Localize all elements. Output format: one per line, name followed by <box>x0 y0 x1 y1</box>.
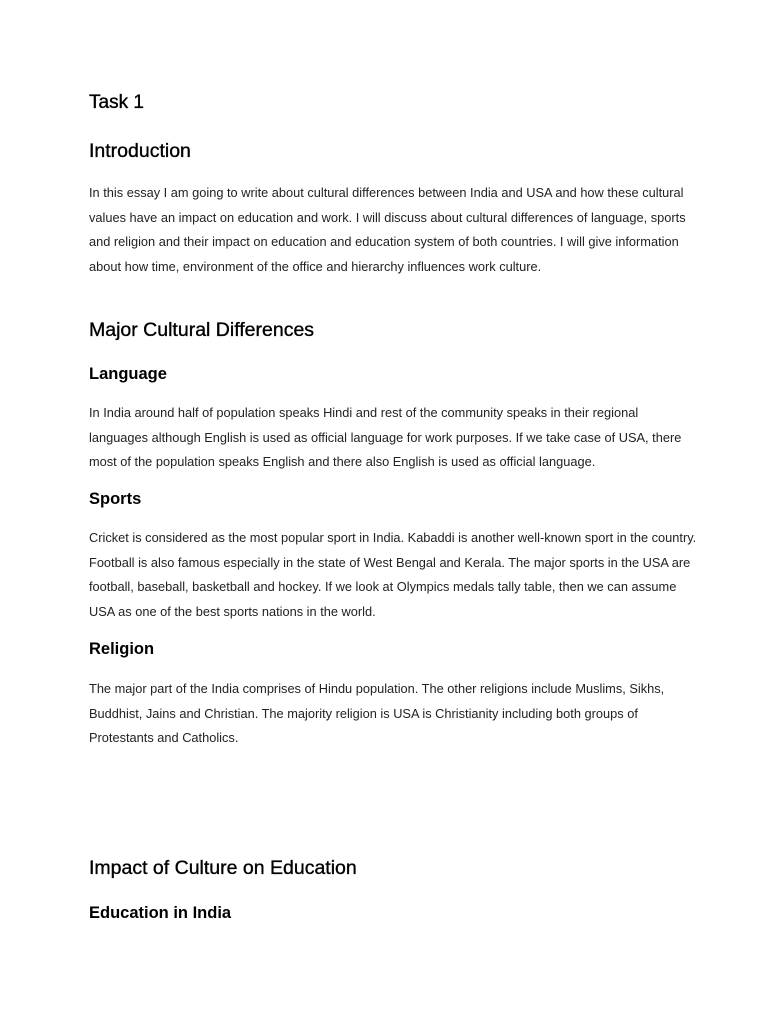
introduction-heading: Introduction <box>89 140 191 162</box>
major-differences-heading: Major Cultural Differences <box>89 319 315 341</box>
introduction-paragraph: In this essay I am going to write about cultural differences between India and USA and how these cultural values have an impact on education and work. I will discuss about cultural differences of language, sports and religion and their impact on education and education system of both countries. I will give information about how time, environment of the office and hierarchy influences work culture. <box>89 185 686 274</box>
religion-heading: Religion <box>89 640 155 658</box>
language-heading: Language <box>89 365 167 383</box>
language-paragraph: In India around half of population speaks Hindi and rest of the community speaks in their regional languages although English is used as official language for work purposes. If we take case of USA, there most of the population speaks English and there also English is used as official language. <box>89 405 682 469</box>
religion-paragraph: The major part of the India comprises of Hindu population. The other religions include Muslims, Sikhs, Buddhist, Jains and Christian. The majority religion is USA is Christianity including both groups of Protestants and Catholics. <box>89 681 665 745</box>
task-heading: Task 1 <box>89 92 144 113</box>
sports-heading: Sports <box>89 490 142 508</box>
sports-paragraph: Cricket is considered as the most popular sport in India. Kabaddi is another well-known sport in the country. Football is also famous especially in the state of West Bengal and Kerala. The major sports in the USA are football, baseball, basketball and hockey. If we look at Olympics medals tally table, then we can assume USA as one of the best sports nations in the world. <box>89 530 697 619</box>
impact-education-heading: Impact of Culture on Education <box>89 857 357 879</box>
education-india-heading: Education in India <box>89 904 232 922</box>
